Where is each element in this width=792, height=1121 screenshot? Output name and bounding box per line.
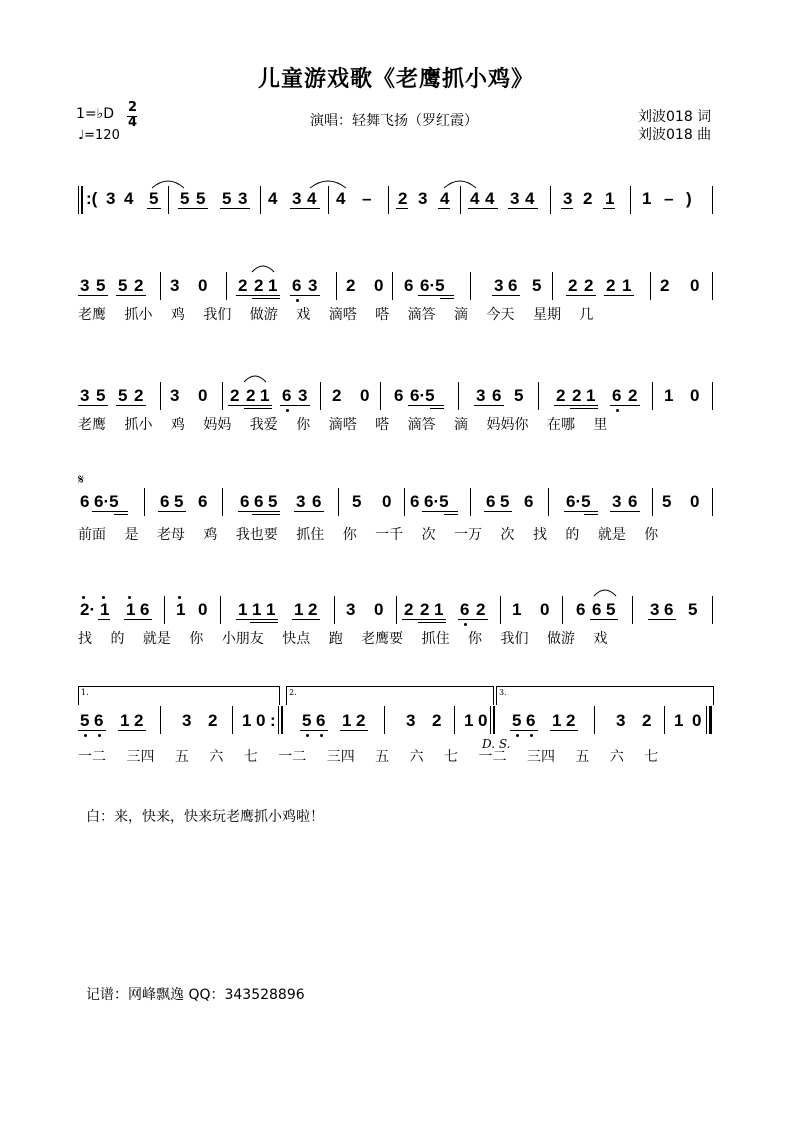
lyrics-row-3: 老鹰 抓小 鸡 妈妈 我爱 你 滴嗒 嗒 滴答 滴 妈妈你 在哪 里 [78, 417, 608, 433]
composer-credit: 刘波018 曲 [638, 127, 712, 143]
lyrics-row-4: 前面 是 老母 鸡 我也要 抓住 你 一千 次 一万 次 找 的 就是 你 [78, 527, 659, 543]
ds-marking: D. S. [482, 737, 511, 751]
volta-1-label: 1. [81, 688, 89, 697]
time-signature-top: 2 [128, 100, 138, 115]
time-signature-bottom: 4 [128, 115, 138, 130]
tie-arc [242, 372, 268, 384]
transcriber-footer: 记谱：网峰飘逸 QQ：343528896 [86, 987, 305, 1003]
spoken-line: 白：来，快来，快来玩老鹰抓小鸡啦！ [86, 809, 324, 825]
tempo-marking: ♩=120 [78, 128, 120, 143]
volta-3-label: 3. [499, 688, 507, 697]
singer-credit: 演唱：轻舞飞扬（罗红霞） [310, 113, 478, 129]
key-signature: 1=♭D [76, 106, 115, 122]
tie-arc [592, 586, 618, 598]
lyrics-row-5: 找 的 就是 你 小朋友 快点 跑 老鹰要 抓住 你 我们 做游 戏 [78, 631, 608, 647]
lyricist-credit: 刘波018 词 [638, 109, 712, 125]
lyrics-row-6: 一二 三四 五 六 七 一二 三四 五 六 七 一二 三四 五 六 七 [78, 749, 659, 765]
tie-arc [250, 262, 276, 274]
volta-2-label: 2. [289, 688, 297, 697]
tie-arc [150, 176, 186, 190]
song-title: 儿童游戏歌《老鹰抓小鸡》 [257, 67, 534, 92]
segno-sign: 𝄋 [78, 472, 85, 488]
lyrics-row-2: 老鹰 抓小 鸡 我们 做游 戏 滴嗒 嗒 滴答 滴 今天 星期 几 [78, 307, 594, 323]
